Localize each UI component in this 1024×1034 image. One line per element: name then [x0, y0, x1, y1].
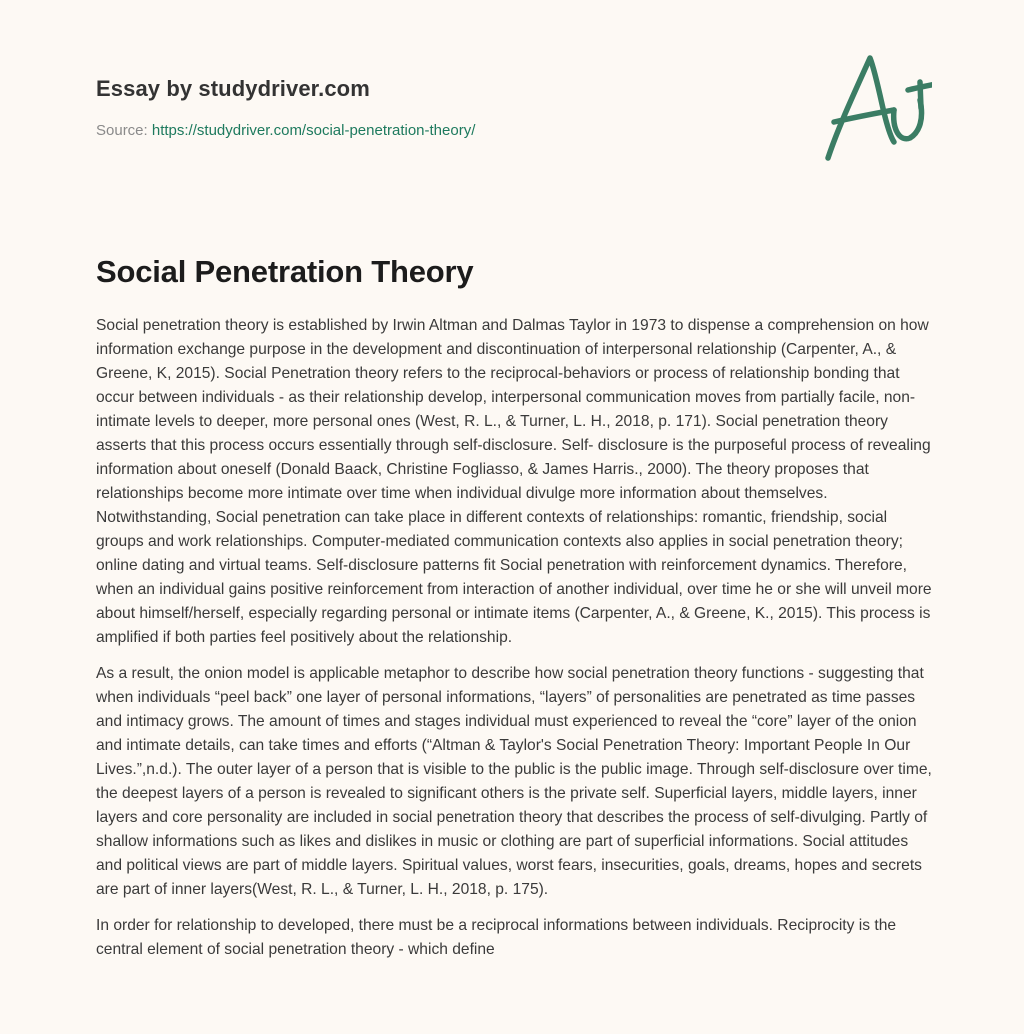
essay-paragraph: Social penetration theory is established by Irwin Altman and Dalmas Taylor in 1973 to dispense a comprehension on how information exchange purpose in the development and discontinuation of interpersonal relationship (Carpenter, A., & Greene, K, 2015). Social Penetration theory refers to the reciprocal-behaviors or process of relationship bonding that occur between individuals - as their relationship develop, interpersonal communication moves from partially facile, non-intimate levels to deeper, more personal ones (West, R. L., & Turner, L. H., 2018, p. 171). Social penetration theory asserts that this process occurs essentially through self-disclosure. Self- disclosure is the purposeful process of revealing information about oneself (Donald Baack, Christine Fogliasso, & James Harris., 2000). The theory proposes that relationships become more intimate over time when individual divulge more information about themselves. Notwithstanding, Social penetration can take place in different contexts of relationships: romantic, friendship, social groups and work relationships. Computer-mediated communication contexts also applies in social penetration theory; online dating and virtual teams. Self-disclosure patterns fit Social penetration with reinforcement dynamics. Therefore, when an individual gains positive reinforcement from interaction of another individual, over time he or she will unveil more about himself/herself, especially regarding personal or intimate items (Carpenter, A., & Greene, K., 2015). This process is amplified if both parties feel positively about the relationship. — [96, 317, 932, 646]
essay-paragraph: As a result, the onion model is applicable metaphor to describe how social penetration theory functions - suggesting that when individuals “peel back” one layer of personal informations, “layers” of personalities are penetrated as time passes and intimacy grows. The amount of times and stages individual must experienced to reveal the “core” layer of the onion and intimate details, can take times and efforts (“Altman & Taylor's Social Penetration Theory: Important People In Our Lives.”,n.d.). The outer layer of a person that is visible to the public is the public image. Through self-disclosure over time, the deepest layers of a person is revealed to significant others is the private self. Superficial layers, middle layers, inner layers and core personality are included in social penetration theory that describes the process of self-divulging. Partly of shallow informations such as likes and dislikes in music or clothing are part of superficial informations. Social attitudes and political views are part of middle layers. Spiritual values, worst fears, insecurities, goals, dreams, hopes and secrets are part of inner layers(West, R. L., & Turner, L. H., 2018, p. 175). — [96, 665, 932, 898]
source-link[interactable]: https://studydriver.com/social-penetration-theory/ — [151, 122, 476, 139]
a-plus-grade-icon — [820, 38, 932, 166]
source-line — [96, 121, 796, 141]
essay-body — [96, 314, 932, 974]
site-title: Essay by studydriver.com — [96, 76, 370, 101]
essay-header — [96, 74, 796, 141]
essay-paragraph: In order for relationship to developed, there must be a reciprocal informations between individuals. Reciprocity is the central element of social penetration theory - which define — [96, 917, 897, 958]
source-label: Source: — [96, 122, 148, 139]
essay-title: Social Penetration Theory — [96, 254, 474, 289]
